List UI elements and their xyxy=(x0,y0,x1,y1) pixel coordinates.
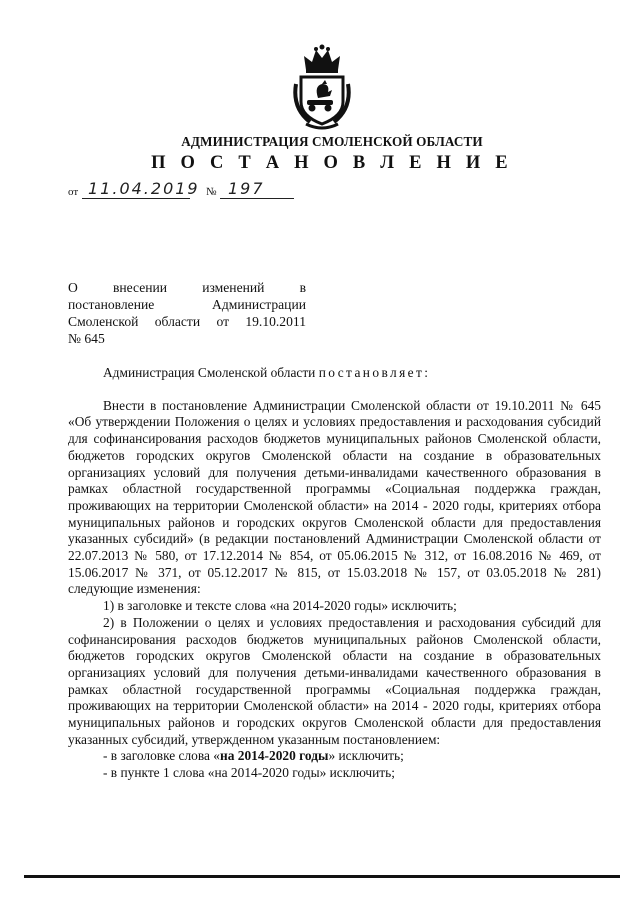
sub-item-1 xyxy=(68,748,601,765)
subject-line: Смоленской области от 19.10.2011 xyxy=(68,314,306,329)
intro-paragraph xyxy=(68,365,601,382)
list-item-2: 2) в Положении о целях и условиях предоставления и расходования субсидий для софинансирования расходов бюджетов муниципальных районов Смоленской области, бюджетов городских округов Смоленской области на создание в образовательных организациях условий для получения детьми-инвалидами качественного образования в рамках областной государственной программы «Социальная поддержка граждан, проживающих на территории Смоленской области» на 2014 - 2020 годы, критериях отбора муниципальных районов и городских округов Смоленской области для предоставления указанных субсидий, утвержденном указанным постановлением: xyxy=(68,614,601,747)
date-value: 11.04.2019 xyxy=(88,179,200,198)
document-body xyxy=(68,365,601,782)
organization-title: АДМИНИСТРАЦИЯ СМОЛЕНСКОЙ ОБЛАСТИ xyxy=(181,134,483,149)
main-paragraph: Внести в постановление Администрации Смоленской области от 19.10.2011 № 645 «Об утверждении Положения о целях и условиях предоставления и расходования субсидий для софинансирования расходов бюджетов муниципальных районов Смоленской области, бюджетов городских округов Смоленской области на создание в образовательных организациях условий для получения детьми-инвалидами качественного образования в рамках областной государственной программы «Социальная поддержка граждан, проживающих на территории Смоленской области» на 2014 - 2020 годы, критериях отбора муниципальных районов и городских округов Смоленской области для предоставления указанных субсидий» (в редакции постановлений Администрации Смоленской области от 22.07.2013 № 580, от 17.12.2014 № 854, от 05.06.2015 № 312, от 16.08.2016 № 469, от 15.06.2017 № 371, от 05.12.2017 № 815, от 15.03.2018 № 157, от 03.05.2018 № 281) следующие изменения: xyxy=(68,397,601,597)
document-type-title: П О С Т А Н О В Л Е Н И Е xyxy=(151,153,513,173)
intro-text: Администрация Смоленской области xyxy=(103,365,319,380)
bottom-rule xyxy=(24,875,620,878)
coat-of-arms-emblem xyxy=(292,44,352,130)
intro-decree-word: постановляет: xyxy=(318,365,431,380)
sub-item-2: - в пункте 1 слова «на 2014-2020 годы» исключить; xyxy=(103,765,395,781)
date-label: от xyxy=(68,186,79,198)
list-item-1: 1) в заголовке и тексте слова «на 2014-2020 годы» исключить; xyxy=(103,598,457,614)
date-underline xyxy=(82,198,190,199)
subject-line: № 645 xyxy=(68,331,105,346)
sub-item-1-prefix: - в заголовке слова « xyxy=(103,748,221,764)
sub-item-1-bold: на 2014-2020 годы xyxy=(220,748,329,764)
subject-line: постановление Администрации xyxy=(68,297,306,312)
registration-line xyxy=(68,181,368,203)
sub-item-1-suffix: » исключить; xyxy=(328,748,404,764)
subject-line: О внесении изменений в xyxy=(68,280,306,295)
document-subject xyxy=(68,279,306,347)
number-underline xyxy=(220,198,294,199)
number-value: 197 xyxy=(228,179,265,198)
number-label: № xyxy=(206,186,217,198)
